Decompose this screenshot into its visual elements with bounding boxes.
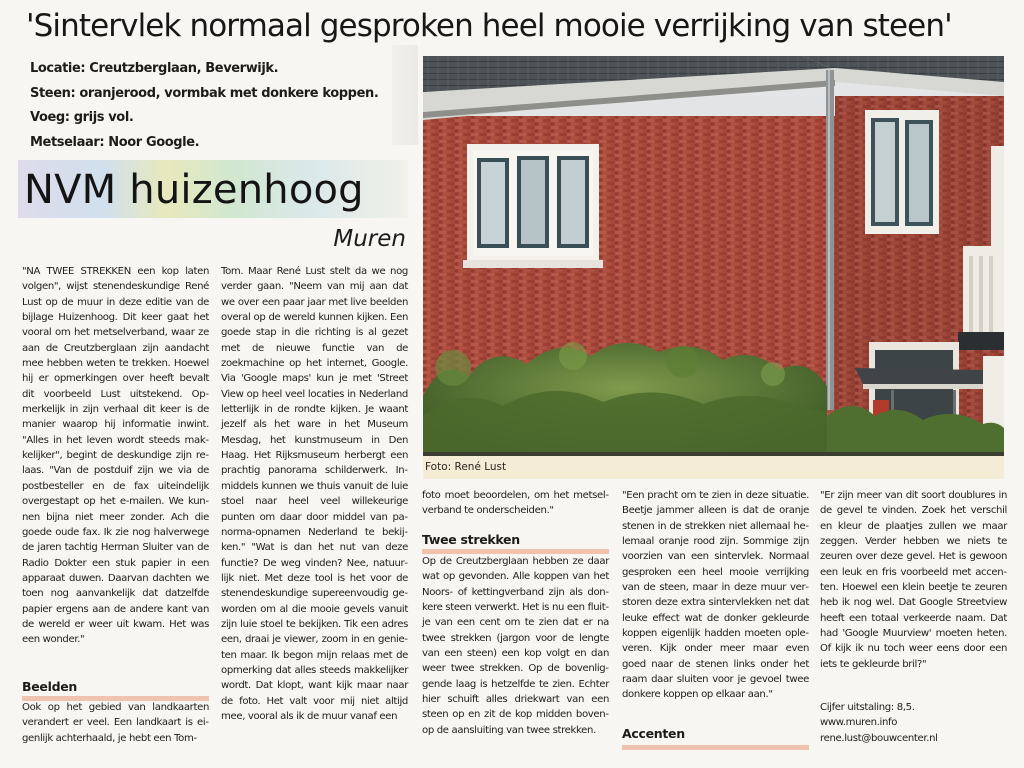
detail-bricklayer: Metselaar: Noor Google.: [30, 134, 200, 150]
rating-score: Cijfer uitstaling: 8,5.: [820, 702, 915, 713]
photo-caption: Foto: René Lust: [423, 456, 1004, 479]
article-column-4: [622, 488, 809, 703]
paragraph-street-view: Tom. Maar René Lust stelt da we nog verder gaan. "Neem van mij aan dat we over een paar jaar met live beelden overal op de wereld kunnen kijken. Een goede stap in die richting is al gezet met de nieuwe functie van de zoekmachine op het internet, Google. Via 'Google maps' kun je met 'Street View op heel veel locaties in Nederland letterlijk in de rondte kijken. Je waant jezelf als het ware in het Museum Mesdag, het kunstmuseum in Den Haag. Het Rijksmuseum herbergt een prachtig panorama schilderwerk. Inmiddels kunnen we thuis vanuit de luie stoel naar heel veel willekeurige punten om daar door middel van panorma-opnamen Nederland te bekijken." "Wat is dan het nut van deze functie? De weg vinden? Nee, natuurlijk niet. Met deze tool is het voor de stenendeskundige supereenvoudig geworden om al die mooie gevels vanuit zijn luie stoel te bekijken. Tik een adres een, draai je viewer, zoom in en genieten maar. Ik begon mijn relaas met de opmerking dat alles steeds makkelijker wordt. Dat klopt, want kijk maar naar de foto. Het valt voor mij niet altijd mee, vooral als ik de muur vanaf een: [221, 266, 408, 722]
detail-brick: Steen: oranjerood, vormbak met donkere koppen.: [30, 85, 379, 101]
paragraph-sintervlek: "Een pracht om te zien in deze situatie. Beetje jammer alleen is dat de oranje stenen in de strekken niet allemaal helemaal oranje rood zijn. Sommige zijn voorzien van een sintervlek. Normaal gesproken een heel mooie verrijking van de steen, maar in deze muur verstoren deze extra sintervlekken net dat leuke effect wat de donker gekleurde koppen eigenlijk hadden moeten opleveren. Kijk onder meer maar even goed naar de stenen links onder het raam daar sluiten voor je gevoel twee donkere koppen op elkaar aan.": [622, 490, 809, 701]
article-column-3-continued: [422, 554, 609, 738]
article-footer: [820, 700, 1007, 746]
house-photo: [423, 56, 1004, 479]
article-headline: 'Sintervlek normaal gesproken heel mooie verrijking van steen': [26, 8, 952, 44]
article-column-3: [422, 488, 609, 519]
article-column-1-continued: [22, 700, 209, 746]
subheading-beelden: Beelden: [22, 676, 209, 701]
article-column-5: [820, 488, 1007, 672]
paragraph-beelden: Ook op het gebied van landkaarten verandert er veel. Een landkaart is eigenlijk achterhaald, je hebt een Tom-: [22, 702, 209, 744]
article-column-1: [22, 264, 209, 648]
house-photo-illustration: [423, 56, 1004, 479]
email-link[interactable]: rene.lust@bouwcenter.nl: [820, 732, 938, 744]
subheading-accenten: Accenten: [622, 723, 809, 750]
article-column-2: [221, 264, 408, 724]
section-title: NVM huizenhoog: [24, 167, 364, 213]
paragraph-photo-note: foto moet beoordelen, om het metselverband te onderscheiden.": [422, 490, 609, 517]
detail-location: Locatie: Creutzberglaan, Beverwijk.: [30, 61, 279, 76]
building-details: [30, 57, 420, 155]
paragraph-intro: "NA TWEE STREKKEN een kop laten volgen", wijst stenendeskundige René Lust op de muur in deze editie van de bijlage Huizenhoog. Dit keer gaat het vooral om het metselverband, waar ze aan de Creutzberglaan zijn aandacht mee hebben weten te trekken. Hoewel hij er opmerkingen over heeft bevalt dit voorbeeld Lust uitstekend. Opmerkelijk in zijn verhaal dit keer is de manier waarop hij informatie inwint. "Alles in het leven wordt steeds makkelijker", begint de deskundige zijn relaas. "Van de postduif zijn we via de postbesteller en de fax uiteindelijk overgestapt op het e-mailen. We kunnen bijna niet meer zonder. Ach die goede oude fax. Ik zie nog halverwege de jaren tachtig Herman Sluiter van de Radio Dokter een stuk papier in een apparaat duwen. Daarvan dachten we toen nog aanvankelijk dat datzelfde papier ergens aan de andere kant van de wereld er weer uit kwam. Het was een wonder.": [22, 266, 209, 646]
website-link[interactable]: www.muren.info: [820, 717, 898, 729]
section-subtitle: Muren: [333, 226, 406, 252]
paragraph-doublures: "Er zijn meer van dit soort doublures in de gevel te vinden. Zoek het verschil en kleur de plaatjes zullen we maar zeggen. Verder hebben we niets te zeuren over deze gevel. Het is gewoon een leuk en fris voorbeeld met accenten. Hoewel een klein beetje te zeuren heb ik nog wel. Dat Google Streetview heeft een totaal verkeerde naam. Dat had 'Google Muurview' moeten heten. Of kijk ik nu toch weer eens door een iets te gekleurde bril?": [820, 490, 1007, 670]
paragraph-twee-strekken: Op de Creutzberglaan hebben ze daar wat op gevonden. Alle koppen van het Noors- of kettingverband zijn als donkere steen verwerkt. Het is nu een fluitje van een cent om te zien dat er na twee strekken (jargon voor de lengte van een steen) een kop volgt en dan weer twee strekken. Op de bovenliggende laag is hetzelfde te zien. Echter hier schuift alles driekwart van een steen op en zit de kop midden bovenop de aansluiting van twee strekken.: [422, 556, 609, 736]
subheading-twee-strekken: Twee strekken: [422, 529, 609, 554]
detail-joint: Voeg: grijs vol.: [30, 110, 134, 125]
